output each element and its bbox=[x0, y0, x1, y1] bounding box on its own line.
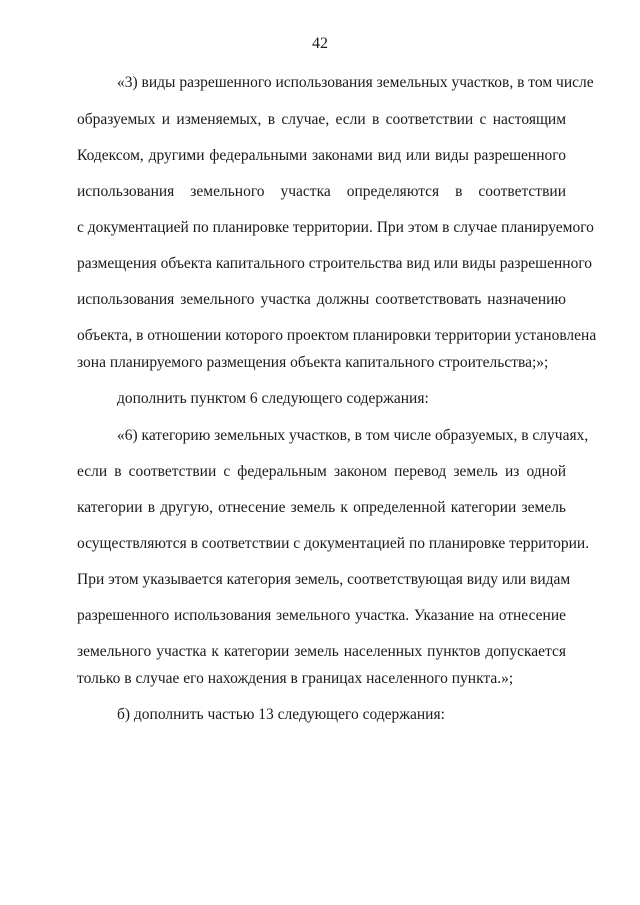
text-line: При этом указывается категория земель, соответствующая виду или видам bbox=[77, 571, 571, 588]
text-line: использования земельного участка определяются в соответствии bbox=[77, 183, 566, 200]
text-line: Кодексом, другими федеральными законами вид или виды разрешенного bbox=[77, 147, 566, 164]
text-line: если в соответствии с федеральным законом перевод земель из одной bbox=[77, 463, 566, 480]
page-number: 42 bbox=[312, 35, 328, 52]
text-line: дополнить пунктом 6 следующего содержания: bbox=[117, 390, 429, 407]
text-line: размещения объекта капитального строительства вид или виды разрешенного bbox=[77, 255, 593, 272]
text-line: земельного участка к категории земель населенных пунктов допускается bbox=[77, 643, 566, 660]
text-line: б) дополнить частью 13 следующего содержания: bbox=[117, 706, 445, 723]
text-line: разрешенного использования земельного участка. Указание на отнесение bbox=[77, 607, 566, 624]
text-line: «6) категорию земельных участков, в том числе образуемых, в случаях, bbox=[117, 427, 589, 444]
text-line: с документацией по планировке территории. При этом в случае планируемого bbox=[77, 219, 594, 236]
text-line: только в случае его нахождения в границах населенного пункта.»; bbox=[77, 670, 514, 687]
text-line: «3) виды разрешенного использования земельных участков, в том числе bbox=[117, 74, 594, 91]
text-line: осуществляются в соответствии с документацией по планировке территории. bbox=[77, 535, 590, 552]
text-line: использования земельного участка должны соответствовать назначению bbox=[77, 291, 566, 308]
text-line: зона планируемого размещения объекта капитального строительства;»; bbox=[77, 354, 549, 371]
text-line: образуемых и изменяемых, в случае, если в соответствии с настоящим bbox=[77, 111, 566, 128]
text-line: объекта, в отношении которого проектом планировки территории установлена bbox=[77, 327, 597, 344]
text-line: категории в другую, отнесение земель к определенной категории земель bbox=[77, 499, 566, 516]
